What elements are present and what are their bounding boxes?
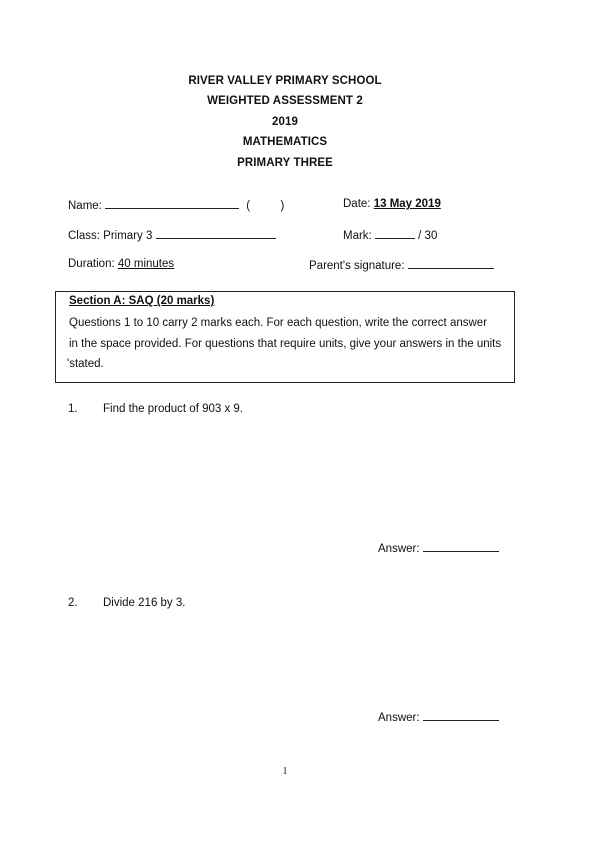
- question-1-answer-label: Answer:: [378, 543, 420, 555]
- instructions-line-3: 'stated.: [67, 358, 104, 370]
- subject-title: MATHEMATICS: [242, 136, 328, 148]
- mark-total: / 30: [418, 230, 438, 242]
- question-2-answer-blank[interactable]: [423, 710, 499, 721]
- mark-blank[interactable]: [375, 228, 415, 239]
- signature-blank[interactable]: [408, 258, 494, 269]
- question-1-answer: [378, 541, 499, 555]
- date-label: Date:: [343, 198, 371, 210]
- question-2-answer: [378, 710, 499, 724]
- question-1-number: 1.: [68, 403, 78, 415]
- school-name: RIVER VALLEY PRIMARY SCHOOL: [188, 75, 382, 87]
- question-2-text: Divide 216 by 3.: [103, 597, 186, 609]
- instructions-line-2: in the space provided. For questions that require units, give your answers in the units: [69, 338, 502, 350]
- date-value: 13 May 2019: [373, 198, 441, 210]
- class-label: Class: Primary 3: [68, 230, 153, 242]
- mark-label: Mark:: [343, 230, 372, 242]
- section-a-instructions-box: [55, 291, 515, 383]
- page-number: 1: [282, 766, 288, 777]
- register-paren-close: ): [280, 200, 285, 212]
- name-field: [68, 198, 284, 212]
- question-2-number: 2.: [68, 597, 78, 609]
- question-1-answer-blank[interactable]: [423, 541, 499, 552]
- class-field: [68, 228, 276, 242]
- duration-field: [68, 258, 174, 270]
- assessment-year: 2019: [272, 116, 298, 128]
- register-paren-open: (: [246, 200, 251, 212]
- section-a-title: Section A: SAQ (20 marks): [69, 295, 215, 307]
- level-title: PRIMARY THREE: [237, 157, 333, 169]
- assessment-title: WEIGHTED ASSESSMENT 2: [207, 95, 363, 107]
- duration-value: 40 minutes: [117, 258, 175, 270]
- instructions-line-1: Questions 1 to 10 carry 2 marks each. For each question, write the correct answer: [69, 317, 488, 329]
- name-blank[interactable]: [105, 198, 239, 209]
- date-field: [343, 198, 441, 210]
- question-1-text: Find the product of 903 x 9.: [103, 403, 244, 415]
- signature-label: Parent's signature:: [309, 260, 405, 272]
- mark-field: [343, 228, 437, 242]
- class-blank[interactable]: [156, 228, 276, 239]
- signature-field: [309, 258, 494, 272]
- duration-label: Duration:: [68, 258, 115, 270]
- name-label: Name:: [68, 200, 102, 212]
- question-2-answer-label: Answer:: [378, 712, 420, 724]
